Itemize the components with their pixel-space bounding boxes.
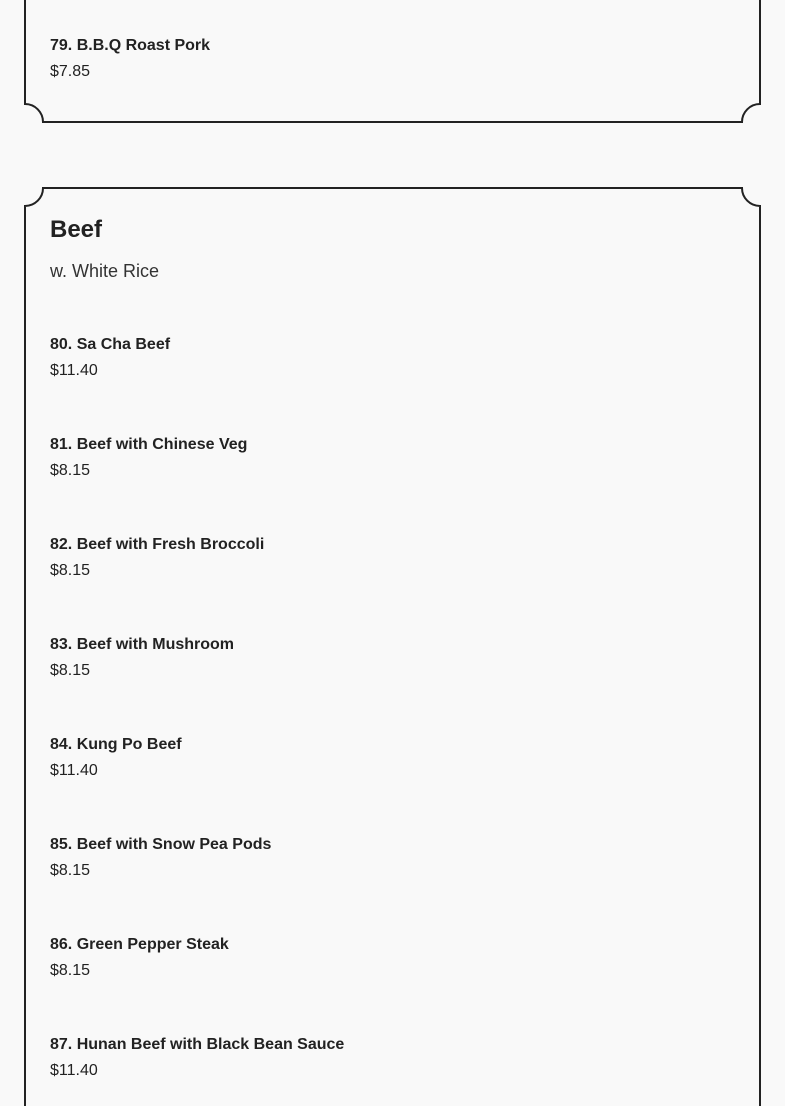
menu-item-83[interactable] bbox=[50, 635, 234, 681]
item-price: $7.85 bbox=[50, 63, 91, 80]
menu-item-86[interactable] bbox=[50, 935, 229, 981]
section-header bbox=[50, 216, 159, 282]
item-name: 87. Hunan Beef with Black Bean Sauce bbox=[50, 1036, 345, 1053]
menu-item-80[interactable] bbox=[50, 335, 170, 381]
item-price: $8.15 bbox=[50, 562, 91, 579]
item-name: 82. Beef with Fresh Broccoli bbox=[50, 536, 265, 553]
menu-item-84[interactable] bbox=[50, 735, 182, 781]
item-price: $11.40 bbox=[50, 362, 98, 379]
menu-item-87[interactable] bbox=[50, 1035, 344, 1081]
menu-item-82[interactable] bbox=[50, 535, 264, 581]
beef-section bbox=[50, 188, 735, 1106]
item-price: $8.15 bbox=[50, 962, 91, 979]
item-name: 80. Sa Cha Beef bbox=[50, 336, 171, 353]
item-name: 81. Beef with Chinese Veg bbox=[50, 436, 248, 453]
item-name: 84. Kung Po Beef bbox=[50, 736, 182, 753]
section-title: Beef bbox=[50, 216, 103, 243]
previous-section bbox=[50, 0, 735, 122]
item-price: $11.40 bbox=[50, 1062, 98, 1079]
menu-item-81[interactable] bbox=[50, 435, 247, 481]
section-subtitle: w. White Rice bbox=[50, 261, 160, 281]
item-price: $8.15 bbox=[50, 462, 91, 479]
item-name: 79. B.B.Q Roast Pork bbox=[50, 37, 211, 54]
item-price: $8.15 bbox=[50, 862, 91, 879]
menu-item-79[interactable] bbox=[50, 36, 210, 82]
item-price: $11.40 bbox=[50, 762, 98, 779]
item-name: 83. Beef with Mushroom bbox=[50, 636, 235, 653]
item-price: $8.15 bbox=[50, 662, 91, 679]
item-name: 85. Beef with Snow Pea Pods bbox=[50, 836, 272, 853]
item-name: 86. Green Pepper Steak bbox=[50, 936, 229, 953]
menu-item-85[interactable] bbox=[50, 835, 271, 881]
